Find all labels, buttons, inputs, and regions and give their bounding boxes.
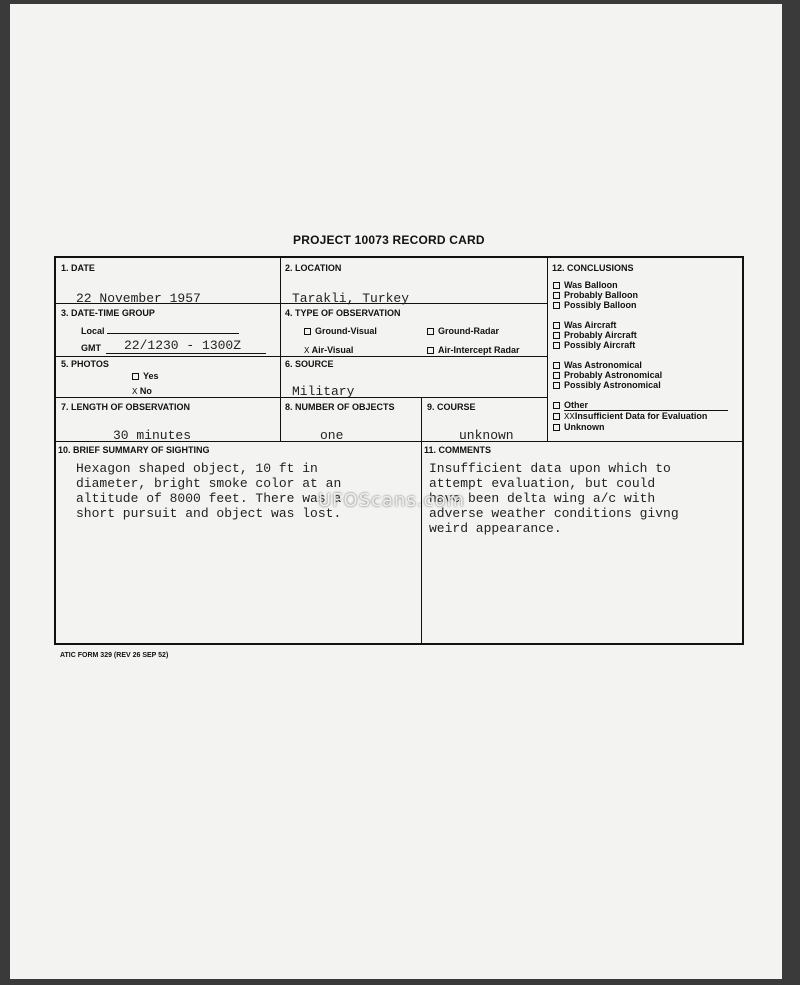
location-value: Tarakli, Turkey	[292, 291, 410, 306]
summary-line: diameter, bright smoke color at an	[76, 476, 342, 491]
course-value: unknown	[459, 428, 514, 443]
option-air-visual: X Air-Visual	[304, 345, 354, 356]
conclusion-was-astronomical: Was Astronomical	[553, 360, 728, 370]
option-ground-visual: Ground-Visual	[304, 326, 377, 336]
length-label: 7. LENGTH OF OBSERVATION	[61, 402, 191, 412]
course-label: 9. COURSE	[427, 402, 476, 412]
comments-label: 11. COMMENTS	[424, 445, 492, 455]
date-time-group-label: 3. DATE-TIME GROUP	[61, 308, 155, 318]
comments-line: have been delta wing a/c with	[429, 491, 656, 506]
comments-line: Insufficient data upon which to	[429, 461, 671, 476]
type-of-observation-label: 4. TYPE OF OBSERVATION	[285, 308, 401, 318]
date-label: 1. DATE	[61, 263, 95, 273]
comments-line: attempt evaluation, but could	[429, 476, 656, 491]
length-value: 30 minutes	[113, 428, 192, 443]
card-title: PROJECT 10073 RECORD CARD	[293, 233, 485, 247]
divider-col-d	[421, 397, 422, 441]
source-value: Military	[292, 384, 355, 399]
conclusion-possibly-balloon: Possibly Balloon	[553, 300, 728, 310]
conclusion-unknown: Unknown	[553, 422, 728, 432]
conclusions-label: 12. CONCLUSIONS	[552, 263, 634, 273]
conclusion-was-balloon: Was Balloon	[553, 280, 728, 290]
record-card	[54, 256, 744, 645]
gmt-label: GMT	[81, 343, 101, 353]
form-footer: ATIC FORM 329 (REV 26 SEP 52)	[60, 652, 169, 659]
photos-no: X No	[132, 386, 152, 397]
photos-label: 5. PHOTOS	[61, 359, 109, 369]
watermark: UFOScans.com	[318, 490, 465, 511]
insufficient-mark: XX	[564, 412, 575, 422]
air-visual-mark: X	[304, 346, 310, 356]
conclusion-other: Other	[553, 400, 728, 411]
local-label: Local	[81, 326, 239, 336]
conclusion-probably-astronomical: Probably Astronomical	[553, 370, 728, 380]
option-air-intercept-radar: Air-Intercept Radar	[427, 345, 520, 355]
summary-label: 10. BRIEF SUMMARY OF SIGHTING	[58, 445, 210, 455]
conclusion-possibly-aircraft: Possibly Aircraft	[553, 340, 728, 350]
conclusion-possibly-astronomical: Possibly Astronomical	[553, 380, 728, 390]
photos-no-mark: X	[132, 387, 138, 397]
objects-label: 8. NUMBER OF OBJECTS	[285, 402, 395, 412]
conclusion-probably-aircraft: Probably Aircraft	[553, 330, 728, 340]
conclusions-list	[553, 280, 728, 432]
summary-line: Hexagon shaped object, 10 ft in	[76, 461, 318, 476]
divider-col-a	[280, 258, 281, 441]
date-value: 22 November 1957	[76, 291, 201, 306]
document-page	[10, 4, 782, 979]
comments-line: weird appearance.	[429, 521, 562, 536]
summary-line: short pursuit and object was lost.	[76, 506, 342, 521]
location-label: 2. LOCATION	[285, 263, 342, 273]
summary-line: altitude of 8000 feet. There was a	[76, 491, 342, 506]
conclusion-probably-balloon: Probably Balloon	[553, 290, 728, 300]
source-label: 6. SOURCE	[285, 359, 334, 369]
summary-text	[76, 461, 341, 521]
divider-row-2	[56, 356, 547, 357]
comments-text	[429, 461, 679, 536]
option-ground-radar: Ground-Radar	[427, 326, 499, 336]
gmt-value: 22/1230 - 1300Z	[124, 338, 242, 353]
gmt-underline	[106, 353, 266, 354]
comments-line: adverse weather conditions givng	[429, 506, 679, 521]
divider-col-b	[547, 258, 548, 441]
photos-yes: Yes	[132, 371, 159, 381]
conclusion-was-aircraft: Was Aircraft	[553, 320, 728, 330]
objects-value: one	[320, 428, 344, 443]
conclusion-insufficient-data: XXInsufficient Data for Evaluation	[553, 411, 728, 422]
